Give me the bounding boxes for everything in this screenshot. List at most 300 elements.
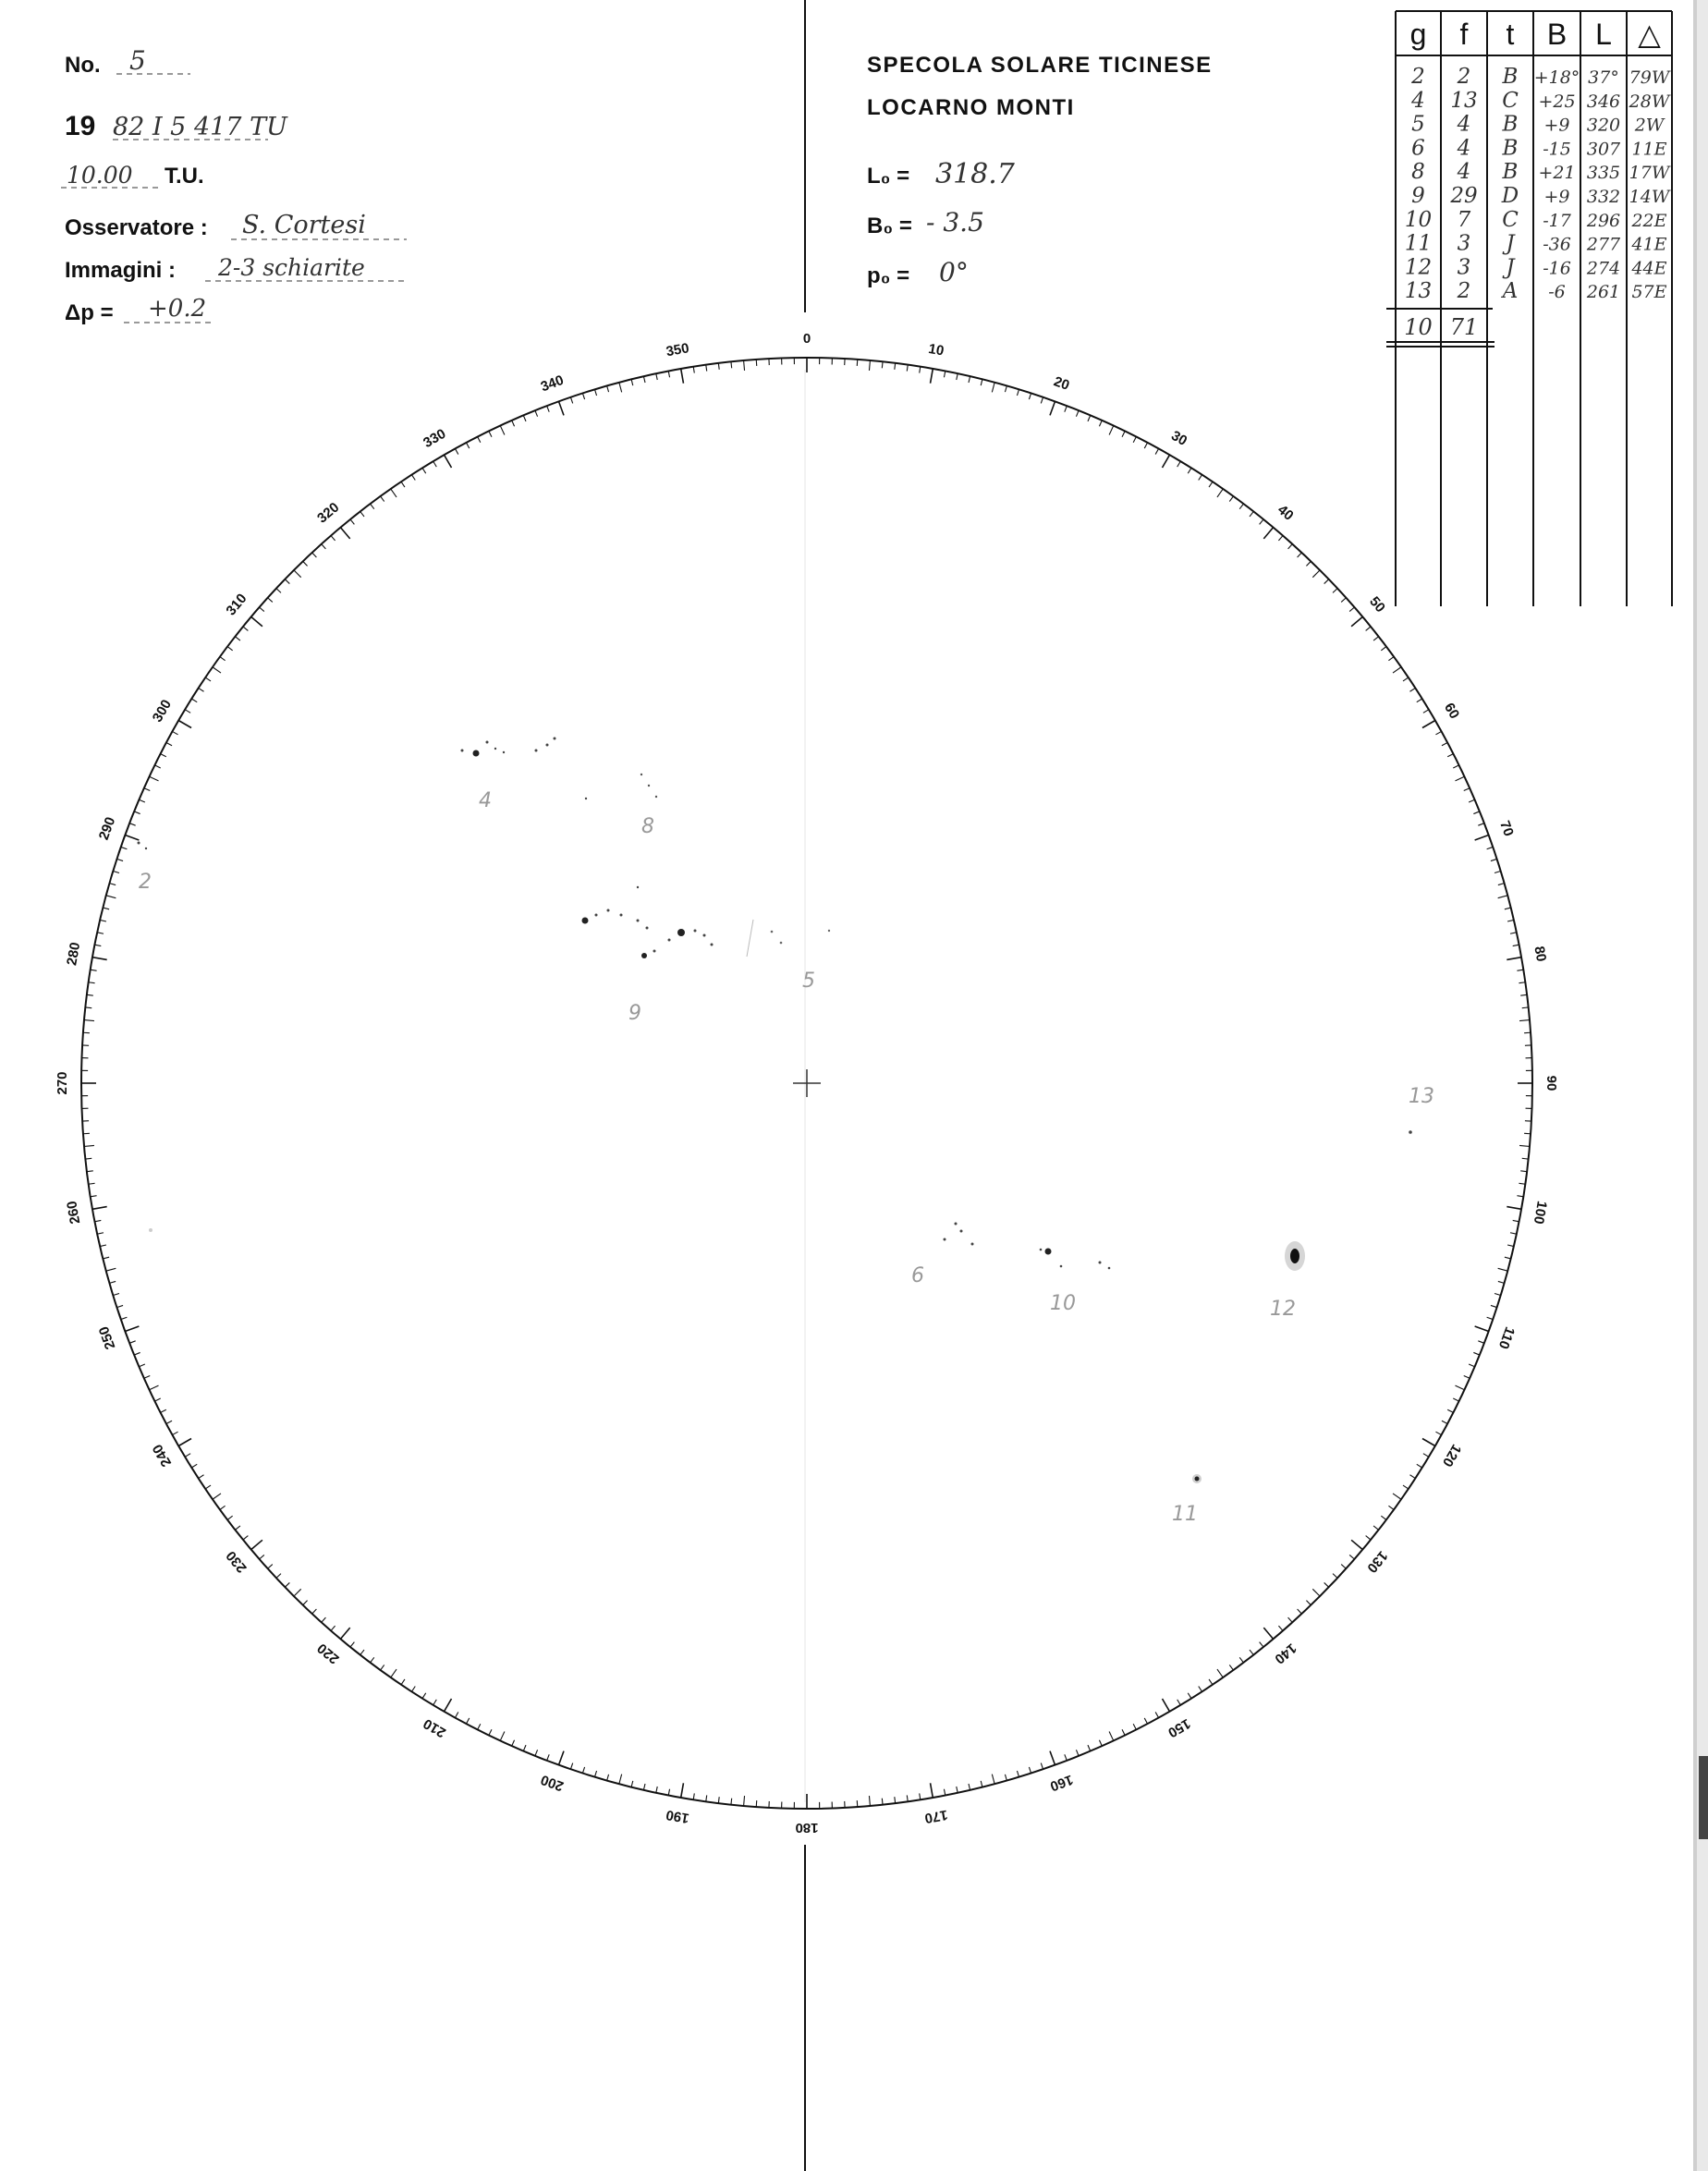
scale-tick (1109, 426, 1114, 435)
scale-tick (1088, 1745, 1091, 1750)
scale-tick (1260, 519, 1263, 524)
table-cell: 11 (1404, 231, 1433, 256)
scale-tick (1005, 1775, 1006, 1781)
scale-tick (91, 1196, 97, 1197)
scale-tick (391, 1669, 396, 1677)
scale-tick (87, 1171, 93, 1172)
spot (535, 750, 538, 752)
scale-tick (455, 1712, 458, 1717)
scale-label: 140 (1271, 1640, 1299, 1667)
scale-label: 320 (314, 499, 343, 527)
scale-tick (1177, 1700, 1181, 1705)
scale-tick (969, 1784, 970, 1790)
scale-tick (882, 361, 883, 368)
scale-tick (1409, 1475, 1415, 1479)
scale-tick (931, 369, 933, 384)
scale-tick (178, 1439, 191, 1446)
institution-line1: SPECOLA SOLARE TICINESE (867, 53, 1213, 78)
scale-tick (619, 383, 622, 393)
scale-label: 110 (1494, 1324, 1519, 1351)
scale-tick (731, 1799, 732, 1805)
scale-tick (134, 811, 140, 814)
spot (711, 944, 714, 946)
scale-tick (161, 1409, 166, 1412)
scale-label: 30 (1168, 427, 1190, 449)
scale-tick (1099, 421, 1102, 426)
scale-label: 230 (223, 1547, 250, 1576)
scale-tick (869, 360, 870, 371)
scale-label: 190 (665, 1806, 690, 1826)
scale-tick (220, 657, 226, 661)
scale-tick (619, 1775, 622, 1785)
table-cell: -16 (1543, 258, 1571, 279)
scale-tick (1177, 461, 1181, 467)
scale-label: 240 (149, 1441, 176, 1470)
spot (955, 1223, 958, 1226)
scale-tick (895, 363, 896, 370)
scale-tick (89, 1183, 95, 1184)
scale-tick (251, 1540, 262, 1549)
scale-label: 40 (1274, 502, 1297, 524)
spot-11-umbra (1195, 1477, 1200, 1482)
scale-tick (1199, 1686, 1202, 1691)
scale-tick (1155, 1712, 1158, 1717)
scale-tick (1494, 871, 1501, 872)
scale-tick (1155, 448, 1158, 454)
scale-tick (106, 1268, 116, 1271)
spot (655, 796, 657, 798)
scale-label: 260 (64, 1200, 84, 1226)
scale-tick (371, 1657, 374, 1663)
spot (138, 842, 140, 845)
table-cell: 14W (1629, 187, 1670, 207)
spot (637, 886, 639, 888)
table-cell: 6 (1411, 136, 1425, 161)
scale-tick (1423, 1454, 1429, 1457)
scale-tick (1260, 1642, 1263, 1647)
images-value: 2-3 schiarite (218, 254, 365, 281)
institution-line2: LOCARNO MONTI (867, 95, 1075, 120)
scale-label: 0 (802, 331, 811, 347)
l0-value: 318.7 (935, 158, 1015, 190)
scale-tick (1239, 1657, 1243, 1663)
scale-tick (1017, 1771, 1019, 1777)
scale-tick (113, 871, 119, 872)
scale-tick (1475, 1326, 1489, 1331)
scale-tick (631, 1781, 633, 1787)
scale-tick (294, 1589, 301, 1596)
spot (960, 1230, 963, 1233)
table-header-cell: t (1506, 18, 1515, 51)
date-value: 82 I 5 417 TU (113, 113, 287, 141)
scale-tick (656, 1787, 657, 1793)
scale-tick (103, 908, 109, 909)
scale-tick (1498, 896, 1508, 898)
scale-label: 350 (665, 340, 690, 360)
scale-tick (139, 799, 144, 802)
scale-tick (243, 1536, 248, 1540)
scale-tick (535, 1750, 538, 1755)
spot (546, 744, 549, 747)
scale-tick (1422, 721, 1435, 728)
scale-tick (172, 1432, 177, 1434)
table-cell: B (1502, 112, 1519, 137)
scale-tick (1333, 1574, 1337, 1579)
scale-tick (433, 1700, 437, 1705)
spot (1045, 1249, 1052, 1255)
scale-tick (582, 393, 584, 399)
scale-tick (500, 1731, 505, 1740)
scale-tick (243, 627, 248, 630)
spot (780, 942, 783, 945)
table-cell: 13 (1404, 279, 1433, 304)
scale-tick (547, 1754, 550, 1761)
scale-tick (1505, 908, 1511, 909)
scale-tick (907, 1795, 908, 1801)
scale-tick (205, 677, 211, 681)
page-edge-mark (1699, 1756, 1708, 1839)
spot (1040, 1249, 1043, 1251)
spot (771, 931, 774, 933)
scale-tick (154, 765, 160, 768)
scale-tick (594, 389, 596, 396)
scale-tick (1029, 1767, 1031, 1774)
scale-tick (340, 528, 349, 539)
table-cell: 29 (1450, 184, 1478, 208)
table-cell: 320 (1586, 115, 1621, 136)
scale-tick (706, 365, 707, 372)
scale-tick (895, 1797, 896, 1803)
b0-value: - 3.5 (926, 207, 984, 238)
scale-tick (1229, 1665, 1233, 1670)
table-cell: 261 (1586, 282, 1621, 303)
scale-label: 210 (421, 1714, 449, 1741)
scale-tick (1050, 1751, 1055, 1765)
table-cell: A (1502, 279, 1519, 304)
scale-label: 270 (55, 1071, 70, 1095)
group-label: 6 (911, 1264, 924, 1287)
table-cell: +21 (1538, 163, 1576, 184)
table-header-cell: g (1409, 18, 1427, 51)
scale-tick (391, 489, 396, 497)
scale-tick (371, 504, 374, 509)
scale-tick (1478, 1341, 1484, 1344)
spot (461, 750, 464, 752)
scale-tick (957, 1787, 958, 1793)
spot (944, 1238, 946, 1241)
table-cell: 12 (1404, 255, 1433, 280)
scale-tick (1417, 699, 1422, 702)
spot (607, 909, 610, 912)
scale-tick (1522, 1158, 1529, 1159)
scale-tick (1324, 1582, 1329, 1587)
scale-tick (1381, 647, 1386, 651)
scale-tick (401, 482, 405, 487)
sunspot-table (1386, 11, 1672, 606)
scale-label: 170 (923, 1806, 949, 1826)
scale-tick (1519, 982, 1525, 983)
scale-tick (144, 788, 150, 791)
scale-tick (1519, 1020, 1530, 1021)
scale-tick (144, 1375, 150, 1378)
l0-label: L₀ = (867, 164, 910, 189)
dp-label: Δp = (65, 300, 114, 325)
table-cell: 7 (1457, 207, 1471, 232)
group-label: 2 (139, 871, 152, 894)
scale-label: 150 (1165, 1714, 1193, 1741)
scale-tick (260, 607, 264, 612)
scale-tick (172, 731, 177, 734)
table-cell: D (1501, 184, 1519, 208)
scale-tick (166, 742, 172, 745)
time-unit: T.U. (165, 164, 204, 189)
scale-tick (512, 421, 515, 426)
scale-label: 60 (1441, 700, 1463, 722)
scale-label: 80 (1531, 945, 1550, 963)
scale-tick (1522, 1007, 1529, 1008)
table-cell: +9 (1543, 115, 1570, 136)
scale-tick (1388, 1506, 1394, 1509)
scale-tick (1188, 1693, 1191, 1699)
scale-label: 310 (223, 591, 250, 619)
scale-tick (582, 1767, 584, 1774)
scale-tick (1306, 561, 1311, 566)
scale-tick (478, 1724, 481, 1729)
table-cell: 277 (1586, 234, 1621, 255)
table-cell: J (1506, 255, 1515, 280)
table-header-cell: B (1546, 18, 1568, 51)
scale-label: 160 (1047, 1771, 1076, 1795)
scale-tick (433, 461, 437, 467)
scale-tick (1491, 859, 1497, 860)
table-cell: +18° (1533, 67, 1580, 88)
scale-tick (322, 1617, 326, 1622)
scale-tick (199, 688, 204, 691)
scale-label: 280 (64, 941, 84, 967)
scale-label: 250 (95, 1323, 119, 1352)
scale-tick (87, 994, 93, 995)
scale-tick (1473, 811, 1479, 814)
scale-tick (1076, 410, 1079, 416)
scale-tick (744, 360, 745, 371)
table-cell: 4 (1457, 112, 1471, 137)
scale-tick (559, 1751, 564, 1765)
scale-tick (1341, 598, 1346, 603)
scale-tick (1469, 1364, 1474, 1367)
table-cell: 4 (1457, 136, 1471, 161)
spot (828, 930, 830, 932)
scale-tick (478, 437, 481, 443)
spot (595, 914, 598, 917)
scale-tick (1133, 1724, 1136, 1729)
table-cell: -6 (1548, 282, 1566, 303)
scale-tick (381, 1665, 384, 1670)
table-cell: 8 (1411, 160, 1425, 185)
scale-tick (129, 1341, 136, 1344)
scale-tick (1017, 389, 1019, 396)
scale-tick (668, 1789, 669, 1796)
scale-tick (100, 920, 106, 921)
scale-tick (411, 1686, 415, 1691)
scale-tick (268, 598, 273, 603)
images-label: Immagini : (65, 258, 177, 283)
no-label: No. (65, 53, 101, 78)
scale-tick (1469, 799, 1474, 802)
table-cell: -36 (1543, 234, 1571, 255)
scale-tick (523, 415, 526, 421)
scale-tick (1217, 1669, 1223, 1677)
scale-tick (1507, 1245, 1514, 1247)
spot (668, 939, 671, 942)
scale-label: 330 (421, 425, 449, 452)
spot (486, 741, 489, 744)
scale-tick (1041, 1763, 1043, 1770)
scale-tick (125, 1326, 139, 1331)
scale-tick (205, 1485, 211, 1489)
spot (703, 934, 706, 937)
scale-tick (178, 721, 191, 728)
scale-tick (1250, 511, 1253, 517)
scale-tick (191, 1464, 197, 1468)
scale-tick (227, 647, 233, 651)
scale-tick (489, 431, 492, 436)
scale-tick (1088, 415, 1091, 421)
scale-tick (322, 544, 326, 549)
spot (641, 953, 647, 958)
group-label: 9 (628, 1002, 641, 1025)
scale-tick (1065, 406, 1068, 412)
scale-tick (1388, 657, 1394, 661)
scale-tick (1163, 455, 1170, 468)
scale-tick (1199, 475, 1202, 481)
table-cell: J (1506, 231, 1515, 256)
scale-tick (920, 1793, 921, 1799)
scale-tick (1239, 504, 1243, 509)
page-edge-line (1693, 0, 1697, 2171)
scale-label: 20 (1051, 373, 1072, 394)
scale-tick (1417, 1464, 1422, 1468)
scale-tick (1341, 1565, 1346, 1569)
scale-tick (100, 1245, 106, 1247)
scale-tick (1029, 393, 1031, 399)
scale-tick (1381, 1516, 1386, 1519)
scale-tick (1333, 589, 1337, 593)
scale-tick (1209, 1679, 1213, 1685)
table-cell: 5 (1411, 112, 1425, 137)
scale-tick (381, 496, 384, 502)
table-cell: 346 (1586, 91, 1621, 112)
scale-tick (1423, 710, 1429, 714)
scale-tick (235, 1526, 240, 1530)
date-prefix: 19 (65, 111, 96, 141)
spot (473, 750, 480, 757)
table-cell: 11E (1631, 139, 1667, 160)
scale-tick (643, 376, 645, 383)
scale-tick (1409, 688, 1415, 691)
scale-tick (1491, 1305, 1497, 1307)
spot (494, 748, 496, 750)
table-header-cell: △ (1638, 18, 1661, 51)
scale-label: 290 (95, 814, 119, 843)
scale-tick (1229, 496, 1233, 502)
scale-tick (294, 570, 301, 578)
scale-tick (268, 1565, 273, 1569)
faint-mark (149, 1228, 152, 1232)
scale-tick (1494, 1293, 1501, 1295)
scale-tick (1453, 765, 1458, 768)
scale-tick (331, 1626, 336, 1630)
scale-tick (1163, 1699, 1170, 1712)
spot (653, 950, 656, 953)
page-edge (1697, 0, 1708, 2171)
scale-tick (89, 982, 95, 983)
scale-tick (1447, 1409, 1453, 1412)
scale-label: 90 (1543, 1075, 1559, 1092)
table-cell: 307 (1586, 139, 1621, 160)
scale-tick (134, 1352, 140, 1355)
scale-tick (1403, 1485, 1409, 1489)
table-cell: 335 (1586, 163, 1621, 184)
scale-tick (1050, 401, 1055, 415)
group-label: 10 (1050, 1292, 1076, 1315)
scale-tick (547, 406, 550, 412)
scale-label: 340 (538, 372, 567, 396)
scale-tick (1263, 1628, 1273, 1639)
scale-tick (535, 410, 538, 416)
spot (503, 751, 505, 753)
scale-tick (681, 1783, 684, 1798)
scale-tick (693, 1793, 694, 1799)
scale-tick (512, 1740, 515, 1746)
scale-tick (1393, 667, 1401, 673)
scale-tick (706, 1795, 707, 1801)
table-total-cell: 71 (1449, 314, 1479, 340)
scale-tick (455, 448, 458, 454)
table-cell: 3 (1457, 255, 1471, 280)
scale-tick (668, 371, 669, 377)
scale-tick (139, 1364, 144, 1367)
table-cell: 2 (1411, 65, 1425, 89)
spot (1108, 1267, 1111, 1270)
scale-tick (1122, 431, 1125, 436)
scale-tick (154, 1398, 160, 1401)
scale-tick (969, 376, 970, 383)
scale-tick (1519, 1145, 1530, 1146)
table-cell: +9 (1543, 187, 1570, 207)
spot (554, 738, 556, 740)
scale-tick (1306, 1601, 1311, 1605)
dp-value: +0.2 (148, 295, 207, 323)
scale-tick (523, 1745, 526, 1750)
no-value: 5 (129, 45, 146, 76)
time-value: 10.00 (67, 162, 133, 189)
scale-tick (1209, 482, 1213, 487)
scale-tick (882, 1799, 883, 1805)
scale-tick (150, 1385, 159, 1390)
scale-tick (466, 1718, 469, 1724)
scale-tick (907, 365, 908, 372)
scale-tick (1442, 1421, 1447, 1423)
scale-tick (213, 1494, 221, 1499)
scale-tick (1250, 1650, 1253, 1655)
scale-tick (285, 579, 289, 584)
scale-tick (1487, 847, 1494, 848)
table-cell: C (1502, 207, 1519, 232)
scale-tick (84, 1145, 94, 1146)
scale-tick (106, 896, 116, 898)
scale-tick (1351, 1540, 1362, 1549)
group-label: 4 (479, 789, 492, 812)
